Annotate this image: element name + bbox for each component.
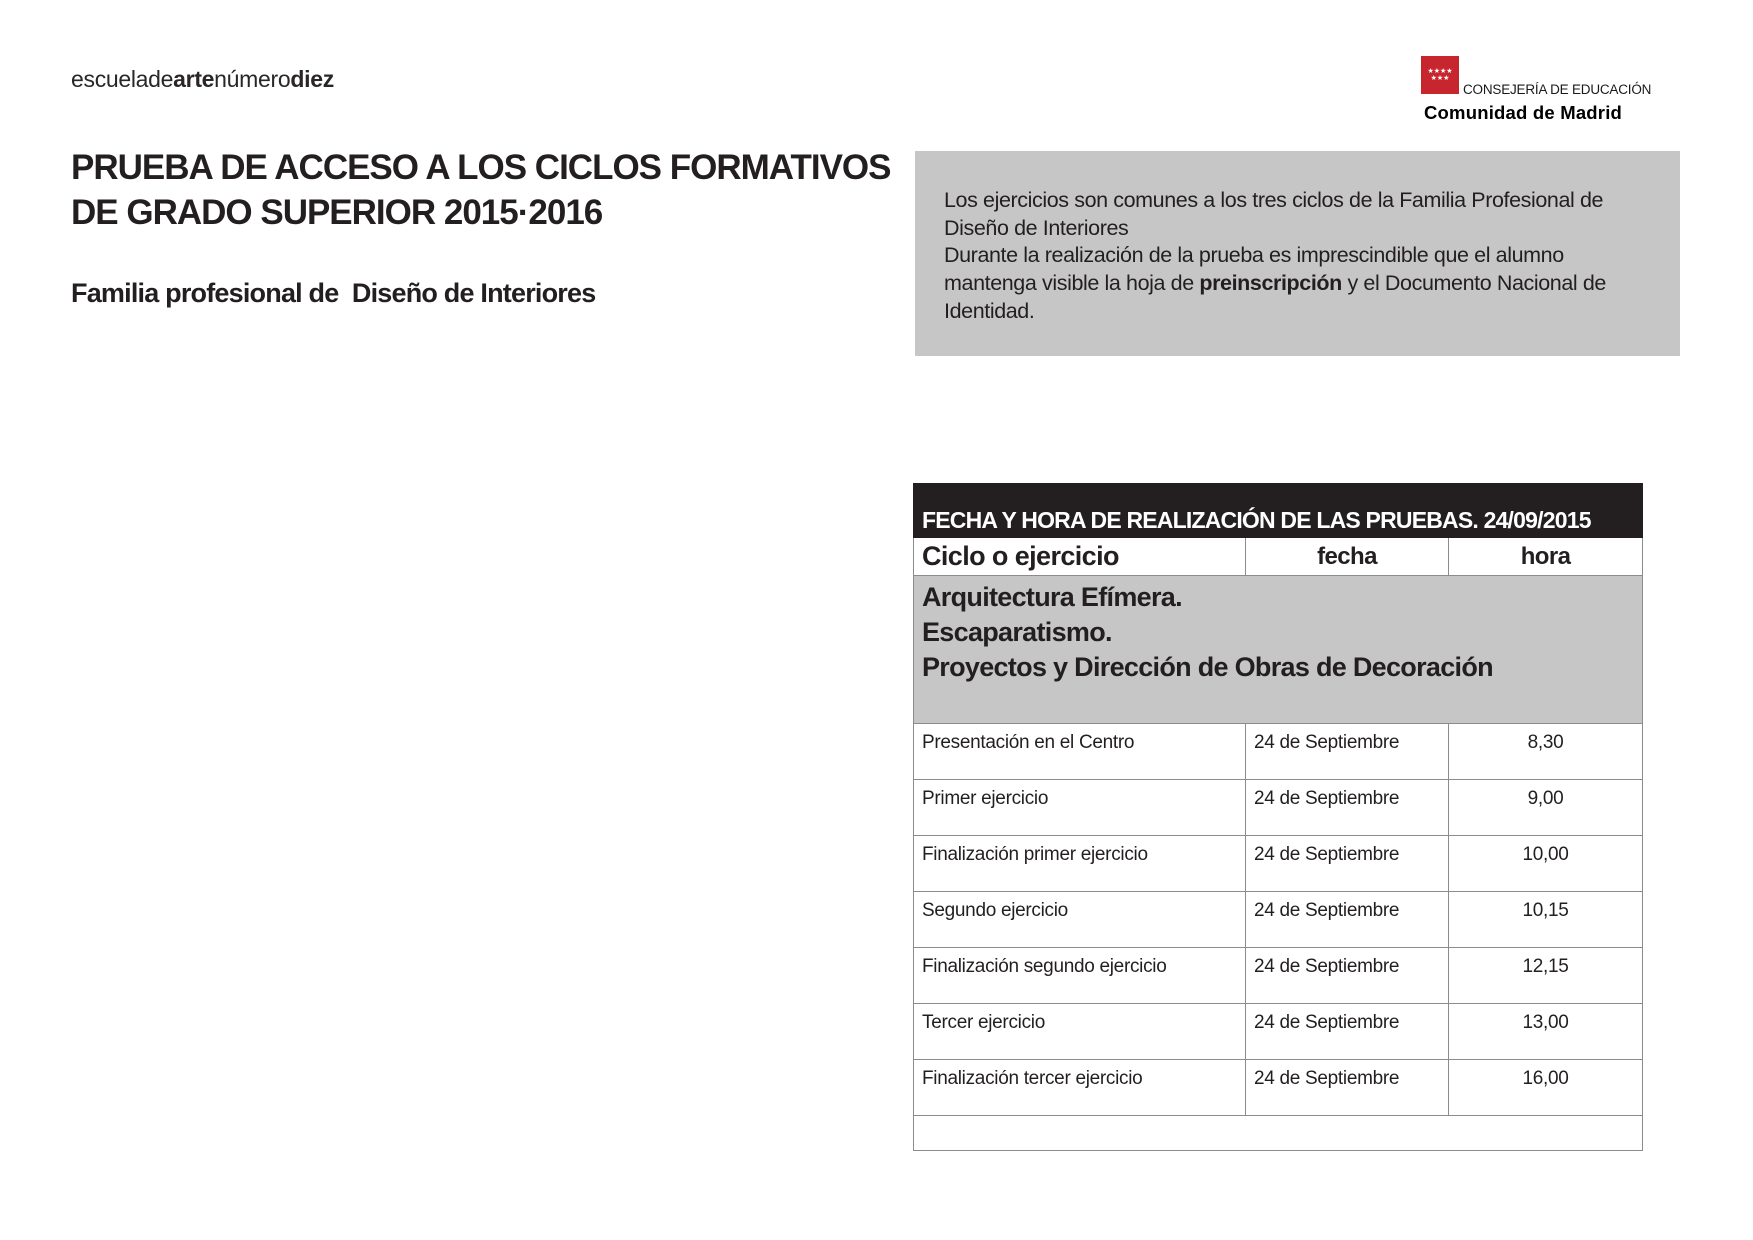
empty-cell xyxy=(914,1116,1643,1151)
exercise-cell: Finalización segundo ejercicio xyxy=(914,948,1246,1004)
date-cell: 24 de Septiembre xyxy=(1246,892,1449,948)
date-cell: 24 de Septiembre xyxy=(1246,836,1449,892)
programs-cell xyxy=(914,576,1643,724)
programs-row xyxy=(914,576,1643,724)
time-cell: 10,00 xyxy=(1449,836,1643,892)
school-logo-part: escuelade xyxy=(71,66,174,92)
time-cell: 12,15 xyxy=(1449,948,1643,1004)
empty-footer-row xyxy=(914,1116,1643,1151)
notice-paragraph xyxy=(944,242,1652,325)
exercise-cell: Primer ejercicio xyxy=(914,780,1246,836)
date-cell: 24 de Septiembre xyxy=(1246,948,1449,1004)
notice-emphasis: preinscripción xyxy=(1199,271,1342,296)
page-title-line: DE GRADO SUPERIOR 2015·2016 xyxy=(71,193,603,232)
program-name: Arquitectura Efímera. xyxy=(922,582,1182,612)
column-header-row xyxy=(914,538,1643,576)
schedule-title-row xyxy=(914,484,1643,538)
time-cell: 9,00 xyxy=(1449,780,1643,836)
notice-paragraph: Los ejercicios son comunes a los tres ciclos de la Familia Profesional de Diseño de Interiores xyxy=(944,188,1604,240)
date-cell: 24 de Septiembre xyxy=(1246,780,1449,836)
table-row xyxy=(914,724,1643,780)
time-cell: 10,15 xyxy=(1449,892,1643,948)
stars-icon: ★★★ xyxy=(1430,75,1450,82)
table-row xyxy=(914,780,1643,836)
table-row xyxy=(914,1004,1643,1060)
time-cell: 13,00 xyxy=(1449,1004,1643,1060)
table-row xyxy=(914,892,1643,948)
department-name: CONSEJERÍA DE EDUCACIÓN xyxy=(1463,82,1652,97)
exercise-cell: Finalización primer ejercicio xyxy=(914,836,1246,892)
program-name: Escaparatismo. xyxy=(922,617,1112,647)
page-subtitle: Familia profesional de Diseño de Interiores xyxy=(71,278,596,308)
notice-text: y el Documento Nacional de Identidad. xyxy=(944,271,1606,323)
page-title-line: PRUEBA DE ACCESO A LOS CICLOS FORMATIVOS xyxy=(71,148,891,187)
school-logo-part: número xyxy=(214,66,291,92)
column-header-time: hora xyxy=(1449,538,1643,576)
notice-text: Durante la realización de la prueba es imprescindible que el alumno mantenga visible la hoja de xyxy=(944,243,1564,296)
school-logo-part: arte xyxy=(173,66,215,92)
page-title xyxy=(71,145,911,235)
table-row xyxy=(914,948,1643,1004)
column-header-exercise: Ciclo o ejercicio xyxy=(914,538,1246,576)
government-name: Comunidad de Madrid xyxy=(1424,102,1623,123)
exercise-cell: Finalización tercer ejercicio xyxy=(914,1060,1246,1116)
time-cell: 8,30 xyxy=(1449,724,1643,780)
stars-icon: ★★★★ xyxy=(1427,68,1453,75)
date-cell: 24 de Septiembre xyxy=(1246,724,1449,780)
exercise-cell: Tercer ejercicio xyxy=(914,1004,1246,1060)
date-cell: 24 de Septiembre xyxy=(1246,1060,1449,1116)
madrid-flag-icon xyxy=(1421,56,1459,94)
program-name: Proyectos y Dirección de Obras de Decoración xyxy=(922,652,1493,682)
schedule-table xyxy=(913,483,1643,1151)
schedule-title: FECHA Y HORA DE REALIZACIÓN DE LAS PRUEBAS. 24/09/2015 xyxy=(914,484,1643,538)
exercise-cell: Segundo ejercicio xyxy=(914,892,1246,948)
school-logo xyxy=(71,66,334,93)
table-row xyxy=(914,1060,1643,1116)
notice-box xyxy=(915,151,1680,356)
school-logo-part: diez xyxy=(290,66,334,92)
column-header-date: fecha xyxy=(1246,538,1449,576)
time-cell: 16,00 xyxy=(1449,1060,1643,1116)
table-row xyxy=(914,836,1643,892)
comunidad-madrid-logo xyxy=(1421,56,1681,126)
exercise-cell: Presentación en el Centro xyxy=(914,724,1246,780)
date-cell: 24 de Septiembre xyxy=(1246,1004,1449,1060)
